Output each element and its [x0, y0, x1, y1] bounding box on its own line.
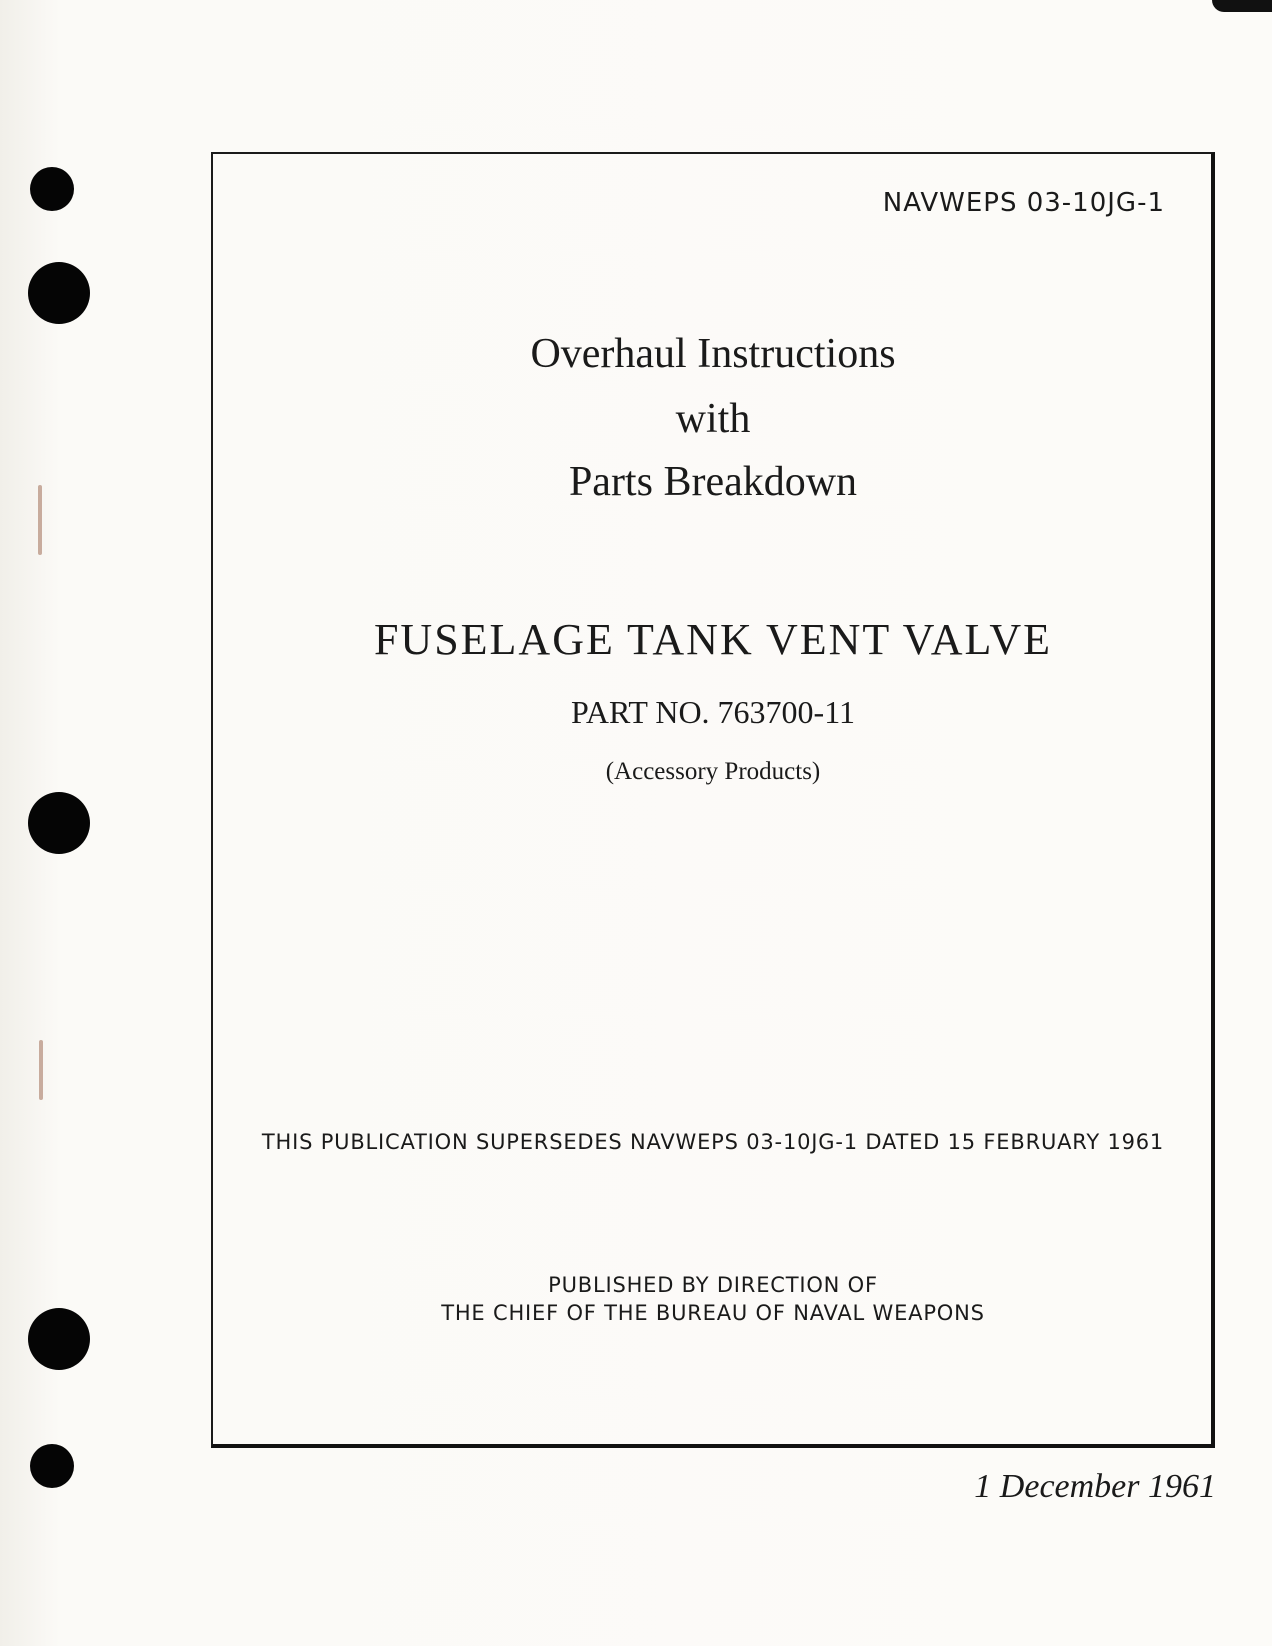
publication-date: 1 December 1961 [974, 1468, 1216, 1505]
punch-hole [30, 167, 74, 211]
part-number: PART NO. 763700-11 [570, 694, 856, 730]
title-line-3: Parts Breakdown [568, 459, 858, 505]
main-title: FUSELAGE TANK VENT VALVE [373, 615, 1053, 664]
title-line-2: with [675, 396, 751, 442]
publisher-line-2: THE CHIEF OF THE BUREAU OF NAVAL WEAPONS [441, 1301, 985, 1325]
punch-hole [28, 262, 90, 324]
supersedes-notice: THIS PUBLICATION SUPERSEDES NAVWEPS 03-10JG-1 DATED 15 FEBRUARY 1961 [261, 1130, 1165, 1154]
punch-hole [28, 1308, 90, 1370]
staple-mark [39, 1040, 43, 1100]
corner-mark [1212, 0, 1272, 12]
publisher-line-1: PUBLISHED BY DIRECTION OF [548, 1273, 878, 1297]
manufacturer: (Accessory Products) [605, 758, 821, 785]
punch-hole [28, 792, 90, 854]
title-line-1: Overhaul Instructions [530, 331, 896, 377]
punch-hole [30, 1444, 74, 1488]
document-number: NAVWEPS 03-10JG-1 [882, 188, 1165, 218]
staple-mark [38, 485, 42, 555]
